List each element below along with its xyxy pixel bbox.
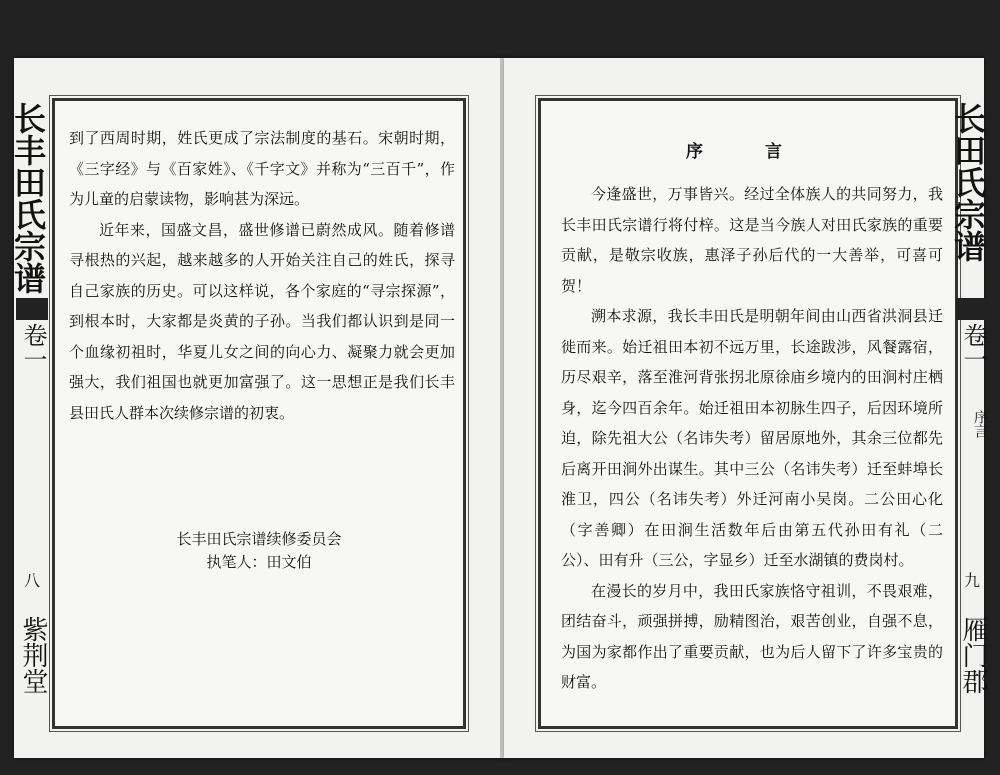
right-paragraph: 溯本求源，我长丰田氏是明朝年间由山西省洪洞县迁徙而来。始迁祖田本初不远万里，长途跋涉，风餐露宿，历尽艰辛，落至淮河背张拐北原徐庙乡境内的田涧村庄栖身，迄今四百余年。始迁祖田本初脉生四子，后因环境所迫，除先祖大公（名讳失考）留居原地外，其余三位都先后离开田涧外出谋生。其中三公（名讳失考）迁至蚌埠长淮卫，四公（名讳失考）外迁河南小吴岗。二公田心化（字善卿）在田涧生活数年后由第五代孙田有礼（二公）、田有升（三公，字显乡）迁至水湖镇的费岗村。 (561, 307, 943, 569)
right-text-frame (538, 98, 958, 729)
left-page (9, 58, 504, 758)
right-spine (949, 98, 988, 723)
author-signature: 执笔人：田文伯 (206, 553, 312, 571)
right-body-text (561, 179, 943, 698)
left-spine-title: 长丰田氏宗谱 (9, 102, 47, 294)
preface-title: 序 言 (686, 142, 810, 162)
right-hall-name: 雁门郡 (958, 616, 988, 694)
left-body-text (69, 123, 455, 428)
left-spine (9, 98, 48, 723)
right-spine-band (956, 298, 988, 320)
right-paragraph: 在漫长的岁月中，我田氏家族恪守祖训，不畏艰难，团结奋斗，顽强拼搏，励精图治，艰苦创业，自强不息，为国为家都作出了重要贡献，也为后人留下了许多宝贵的财富。 (561, 581, 943, 691)
left-spine-volume: 卷一 (19, 323, 47, 371)
left-spine-band (16, 298, 48, 320)
right-page-number: 九 (963, 571, 980, 590)
right-spine-title: 长田氏宗谱 (949, 102, 987, 262)
left-paragraph: 近年来，国盛文昌，盛世修谱已蔚然成风。随着修谱寻根热的兴起，越来越多的人开始关注自己的姓氏，探寻自己家族的历史。可以这样说，各个家庭的“寻宗探源”，到根本时，大家都是炎黄的子孙。当我们都认识到是同一个血缘初祖时，华夏儿女之间的向心力、凝聚力就会更加强大，我们祖国也就更加富强了。这一思想正是我们长丰县田氏人群本次续修宗谱的初衷。 (69, 220, 455, 422)
right-page (504, 58, 988, 758)
right-section-label: 序言 (972, 410, 988, 438)
left-page-number: 八 (23, 571, 40, 590)
left-hall-name: 紫荆堂 (18, 616, 48, 694)
right-spine-volume: 卷一 (959, 323, 987, 371)
right-paragraph: 今逢盛世，万事皆兴。经过全体族人的共同努力，我长丰田氏宗谱行将付梓。这是当今族人对田氏家族的重要贡献，是敬宗收族，惠泽子孙后代的一大善举，可喜可贺！ (561, 185, 943, 295)
left-paragraph: 到了西周时期，姓氏更成了宗法制度的基石。宋朝时期，《三字经》与《百家姓》、《千字文》并称为“三百千”，作为儿童的启蒙读物，影响甚为深远。 (69, 129, 455, 208)
committee-signature: 长丰田氏宗谱续修委员会 (176, 530, 342, 548)
left-text-frame (52, 98, 466, 729)
